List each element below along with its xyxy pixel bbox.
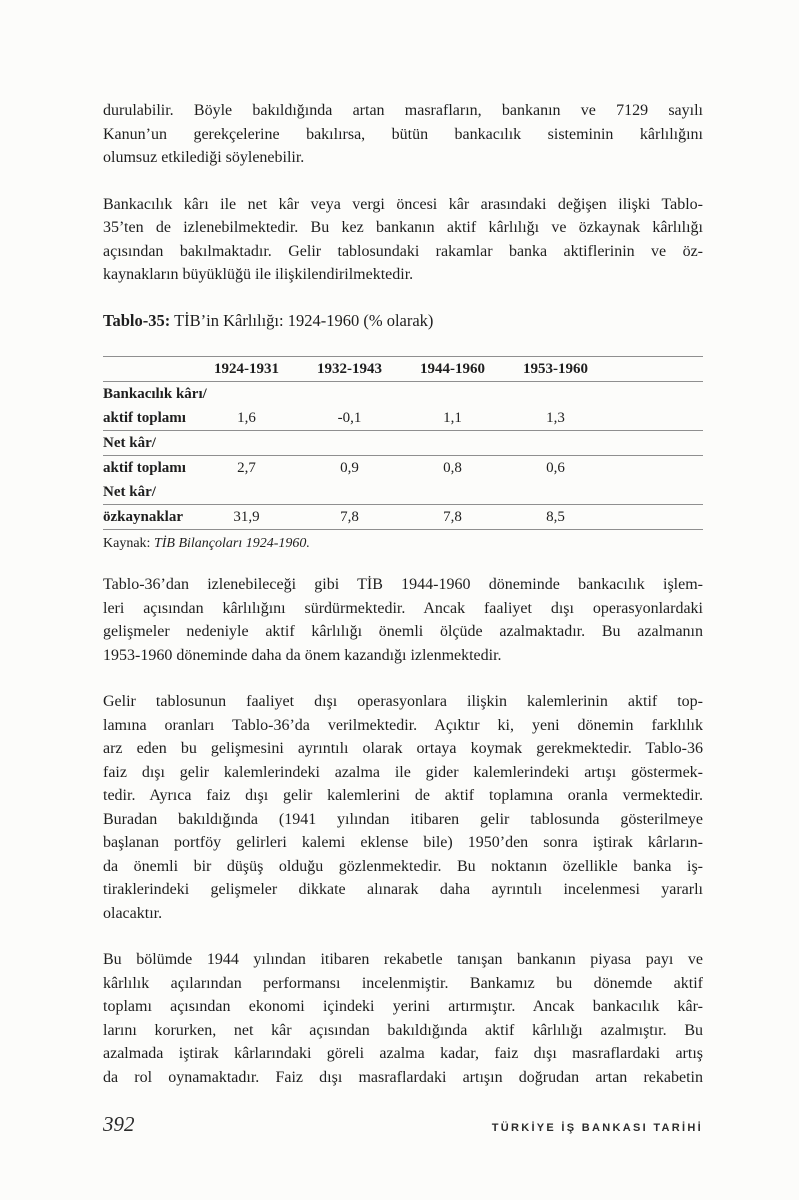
- table-row-2-label-line: [103, 431, 703, 456]
- table-title-caption: TİB’in Kârlılığı: 1924-1960 (% olarak): [170, 310, 434, 330]
- table-row-2-values-line: [103, 456, 703, 480]
- page-footer: [103, 1112, 703, 1137]
- table-header-row: [103, 357, 703, 382]
- table-cell: 1,1: [443, 409, 462, 426]
- row-label: Net kâr/: [103, 483, 156, 500]
- table-cell: 8,5: [546, 508, 565, 525]
- table-cell: 1,6: [237, 409, 256, 426]
- paragraph-4: Gelir tablosunun faaliyet dışı operasyonlara ilişkin kalemlerinin aktif top- lamına oranları Tablo-36’da verilmektedir. Açıktır ki, yeni dönemin farklılık arz eden bu gelişmesini ayrıntılı olarak ortaya koymak gerekmektedir. Tablo-36 faiz dışı gelir kalemlerindeki azalma ile gider kalemlerindeki artışı göstermek- tedir. Ayrıca faiz dışı gelir kalemlerini de aktif toplamına oranla vermektedir. Buradan bakıldığında (1941 yılından itibaren gelir tablosunda gösterilmeye başlanan portföy gelirleri kalemi eklense bile) 1950’den sonra iştirak kârların- da önemli bir düşüş olduğu gözlenmektedir. Bu noktanın özellikle banka iş- tiraklerindeki gelişmeler dikkate alınarak daha ayrıntılı incelenmesi yararlı olacaktır.: [103, 693, 703, 922]
- table-35: [103, 356, 703, 530]
- table-row-3-values-line: [103, 505, 703, 530]
- row-label: aktif toplamı: [103, 409, 186, 426]
- row-label: aktif toplamı: [103, 459, 186, 476]
- table-col-header-1: 1924-1931: [214, 360, 279, 377]
- paragraph-5: Bu bölümde 1944 yılından itibaren rekabetle tanışan bankanın piyasa payı ve kârlılık açılarından performansı incelenmiştir. Bankamız bu dönemde aktif toplamı açısından ekonomi içindeki yerini artırmıştır. Ancak bankacılık kâr- larını korurken, net kâr açısından bakıldığında aktif kârlılığı azalmıştır. Bu azalmada iştirak kârlarındaki göreli azalma kadar, faiz dışı masraflardaki artış da rol oynamaktadır. Faiz dışı masraflardaki artışın doğrudan artan rekabetin: [103, 951, 703, 1086]
- table-cell: 31,9: [233, 508, 260, 525]
- paragraph-2: Bankacılık kârı ile net kâr veya vergi öncesi kâr arasındaki değişen ilişki Tablo- 35’ten de izlenebilmektedir. Bu kez bankanın aktif kârlılığı ve özkaynak kârlılığı açısından bakılmaktadır. Gelir tablosundaki rakamlar banka aktiflerinin ve öz- kaynakların büyüklüğü ile ilişkilendirilmektedir.: [103, 195, 703, 283]
- table-cell: 0,9: [340, 459, 359, 476]
- table-col-header-3: 1944-1960: [420, 360, 485, 377]
- table-title: [103, 309, 703, 333]
- table-row-1-values-line: [103, 406, 703, 431]
- table-row-1-label-line: [103, 382, 703, 406]
- running-title: TÜRKİYE İŞ BANKASI TARİHİ: [491, 1122, 703, 1134]
- page-text-block: [103, 0, 703, 1089]
- table-col-header-2: 1932-1943: [317, 360, 382, 377]
- table-cell: 0,8: [443, 459, 462, 476]
- table-row-3-label-line: [103, 480, 703, 505]
- table-cell: 7,8: [443, 508, 462, 525]
- table-cell: 0,6: [546, 459, 565, 476]
- table-source-note: [103, 534, 703, 556]
- source-label: Kaynak:: [103, 536, 154, 551]
- table-title-label: Tablo-35:: [103, 310, 171, 330]
- table-cell: 1,3: [546, 409, 565, 426]
- paragraph-3: Tablo-36’dan izlenebileceği gibi TİB 1944-1960 döneminde bankacılık işlem- leri açısından kârlılığını sürdürmektedir. Ancak faaliyet dışı operasyonlardaki gelişmeler nedeniyle aktif kârlılığı önemli ölçüde azalmaktadır. Bu azalmanın 1953-1960 döneminde daha da önem kazandığı izlenmektedir.: [103, 576, 703, 664]
- row-label: Bankacılık kârı/: [103, 385, 207, 402]
- paragraph-1: durulabilir. Böyle bakıldığında artan masrafların, bankanın ve 7129 sayılı Kanun’un gerekçelerine bakılırsa, bütün bankacılık sisteminin kârlılığını olumsuz etkilediği söylenebilir.: [103, 102, 703, 166]
- source-reference: TİB Bilançoları 1924-1960.: [153, 536, 310, 551]
- page-number: 392: [103, 1112, 135, 1136]
- table-col-header-4: 1953-1960: [523, 360, 588, 377]
- row-label: özkaynaklar: [103, 508, 184, 525]
- table-cell: 7,8: [340, 508, 359, 525]
- table-cell: -0,1: [337, 409, 362, 426]
- table-cell: 2,7: [237, 459, 256, 476]
- row-label: Net kâr/: [103, 434, 156, 451]
